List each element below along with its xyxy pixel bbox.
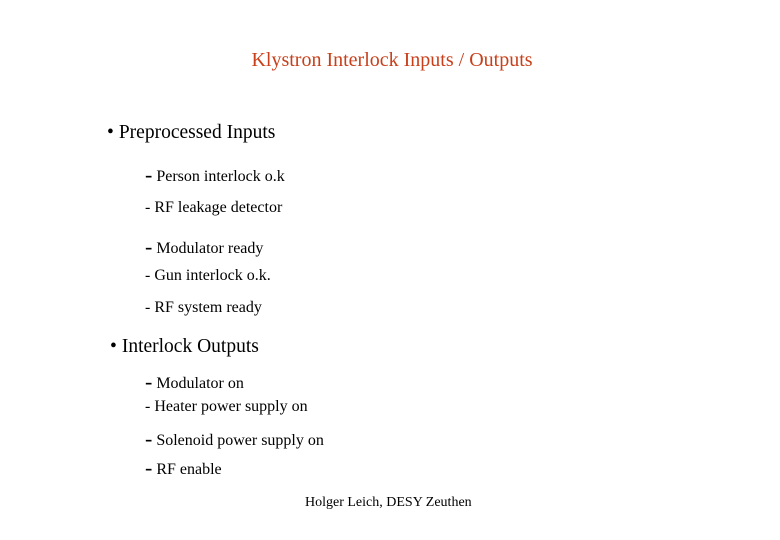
list-item (145, 299, 262, 317)
dash-marker: - (145, 267, 151, 284)
list-item-label: Person interlock o.k (156, 168, 285, 185)
list-item (145, 234, 263, 260)
list-item-label: RF leakage detector (154, 199, 283, 216)
dash-marker: - (145, 398, 151, 415)
dash-marker: - (145, 426, 153, 451)
section-heading-label: Interlock Outputs (121, 336, 259, 357)
list-item-label: Gun interlock o.k. (154, 267, 271, 284)
list-item (145, 369, 244, 395)
list-item (145, 426, 324, 452)
slide-title: Klystron Interlock Inputs / Outputs (251, 49, 533, 71)
section-heading-label: Preprocessed Inputs (118, 122, 276, 143)
list-item (145, 267, 271, 285)
dash-marker: - (145, 455, 153, 480)
section-heading-outputs (110, 336, 259, 358)
list-item (145, 162, 285, 188)
dash-marker: - (145, 199, 151, 216)
list-item (145, 398, 308, 416)
list-item (145, 455, 222, 481)
footer-author: Holger Leich, DESY Zeuthen (305, 495, 472, 510)
section-heading-inputs (107, 122, 275, 144)
list-item (145, 199, 282, 217)
dash-marker: - (145, 369, 153, 394)
dash-marker: - (145, 162, 153, 187)
list-item-label: Modulator ready (156, 240, 264, 257)
list-item-label: RF enable (156, 461, 222, 478)
list-item-label: Solenoid power supply on (156, 432, 324, 449)
list-item-label: Heater power supply on (154, 398, 308, 415)
list-item-label: RF system ready (154, 299, 262, 316)
list-item-label: Modulator on (156, 375, 244, 392)
bullet-icon: • (107, 122, 114, 143)
dash-marker: - (145, 234, 153, 259)
bullet-icon: • (110, 336, 117, 357)
dash-marker: - (145, 299, 151, 316)
